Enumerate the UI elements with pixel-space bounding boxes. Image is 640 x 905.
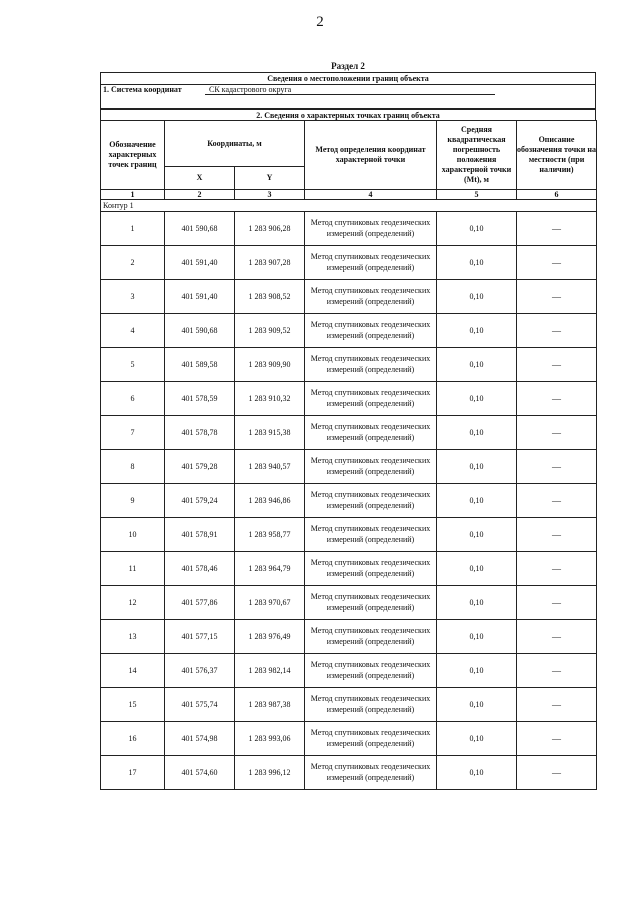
point-description: — (517, 314, 597, 348)
point-x: 401 577,15 (165, 620, 235, 654)
point-error: 0,10 (437, 416, 517, 450)
point-method: Метод спутниковых геодезических измерений (определений) (305, 348, 437, 382)
point-x: 401 591,40 (165, 280, 235, 314)
table-row (101, 620, 597, 654)
table-row (101, 756, 597, 790)
point-number: 17 (101, 756, 165, 790)
point-method: Метод спутниковых геодезических измерений (определений) (305, 314, 437, 348)
table-row (101, 314, 597, 348)
point-number: 9 (101, 484, 165, 518)
point-x: 401 591,40 (165, 246, 235, 280)
point-error: 0,10 (437, 382, 517, 416)
point-y: 1 283 996,12 (235, 756, 305, 790)
point-x: 401 574,60 (165, 756, 235, 790)
col-header-y: Y (235, 167, 305, 190)
col-number: 6 (517, 190, 597, 200)
point-number: 10 (101, 518, 165, 552)
point-description: — (517, 518, 597, 552)
point-description: — (517, 246, 597, 280)
point-method: Метод спутниковых геодезических измерений (определений) (305, 280, 437, 314)
point-error: 0,10 (437, 552, 517, 586)
col-number: 3 (235, 190, 305, 200)
point-x: 401 578,78 (165, 416, 235, 450)
point-method: Метод спутниковых геодезических измерений (определений) (305, 552, 437, 586)
point-error: 0,10 (437, 620, 517, 654)
point-number: 12 (101, 586, 165, 620)
point-error: 0,10 (437, 518, 517, 552)
point-error: 0,10 (437, 688, 517, 722)
point-method: Метод спутниковых геодезических измерений (определений) (305, 416, 437, 450)
table-row (101, 518, 597, 552)
table-row (101, 348, 597, 382)
table-row (101, 654, 597, 688)
point-description: — (517, 484, 597, 518)
point-method: Метод спутниковых геодезических измерений (определений) (305, 212, 437, 246)
location-header: Сведения о местоположении границ объекта (100, 72, 596, 85)
table-row (101, 246, 597, 280)
point-method: Метод спутниковых геодезических измерений (определений) (305, 382, 437, 416)
point-description: — (517, 654, 597, 688)
coordinate-system-value: СК кадастрового округа (209, 85, 292, 94)
point-number: 7 (101, 416, 165, 450)
col-number: 5 (437, 190, 517, 200)
point-y: 1 283 993,06 (235, 722, 305, 756)
point-y: 1 283 976,49 (235, 620, 305, 654)
point-description: — (517, 212, 597, 246)
point-method: Метод спутниковых геодезических измерений (определений) (305, 756, 437, 790)
point-error: 0,10 (437, 756, 517, 790)
col-header-method: Метод определения координат характерной точки (305, 121, 437, 190)
point-x: 401 579,24 (165, 484, 235, 518)
point-method: Метод спутниковых геодезических измерений (определений) (305, 246, 437, 280)
point-description: — (517, 722, 597, 756)
point-y: 1 283 909,52 (235, 314, 305, 348)
point-number: 3 (101, 280, 165, 314)
point-error: 0,10 (437, 212, 517, 246)
point-number: 6 (101, 382, 165, 416)
point-x: 401 575,74 (165, 688, 235, 722)
point-y: 1 283 909,90 (235, 348, 305, 382)
point-error: 0,10 (437, 586, 517, 620)
col-number: 4 (305, 190, 437, 200)
point-method: Метод спутниковых геодезических измерений (определений) (305, 586, 437, 620)
point-error: 0,10 (437, 280, 517, 314)
point-y: 1 283 964,79 (235, 552, 305, 586)
col-header-designation: Обозначение характерных точек границ (101, 121, 165, 190)
page-number: 2 (316, 14, 324, 30)
point-x: 401 577,86 (165, 586, 235, 620)
point-x: 401 579,28 (165, 450, 235, 484)
point-x: 401 578,59 (165, 382, 235, 416)
point-method: Метод спутниковых геодезических измерений (определений) (305, 722, 437, 756)
point-description: — (517, 586, 597, 620)
point-description: — (517, 450, 597, 484)
points-table (100, 120, 597, 790)
point-error: 0,10 (437, 484, 517, 518)
point-description: — (517, 416, 597, 450)
point-x: 401 590,68 (165, 314, 235, 348)
point-y: 1 283 940,57 (235, 450, 305, 484)
point-method: Метод спутниковых геодезических измерений (определений) (305, 620, 437, 654)
point-y: 1 283 907,28 (235, 246, 305, 280)
table-row (101, 450, 597, 484)
point-number: 4 (101, 314, 165, 348)
point-y: 1 283 982,14 (235, 654, 305, 688)
point-description: — (517, 348, 597, 382)
col-header-coords: Координаты, м (165, 121, 305, 167)
section-title: Раздел 2 (331, 61, 365, 71)
point-number: 2 (101, 246, 165, 280)
table-row (101, 280, 597, 314)
point-number: 5 (101, 348, 165, 382)
point-error: 0,10 (437, 654, 517, 688)
point-y: 1 283 915,38 (235, 416, 305, 450)
point-x: 401 576,37 (165, 654, 235, 688)
point-number: 11 (101, 552, 165, 586)
point-error: 0,10 (437, 450, 517, 484)
point-description: — (517, 756, 597, 790)
point-x: 401 590,68 (165, 212, 235, 246)
point-x: 401 578,46 (165, 552, 235, 586)
point-method: Метод спутниковых геодезических измерений (определений) (305, 518, 437, 552)
col-header-x: X (165, 167, 235, 190)
point-y: 1 283 987,38 (235, 688, 305, 722)
point-x: 401 578,91 (165, 518, 235, 552)
point-y: 1 283 906,28 (235, 212, 305, 246)
point-y: 1 283 946,86 (235, 484, 305, 518)
col-number: 1 (101, 190, 165, 200)
spacer-row (100, 95, 596, 109)
col-header-error: Средняя квадратическая погрешность положения характерной точки (Mt), м (437, 121, 517, 190)
point-error: 0,10 (437, 722, 517, 756)
coordinate-system-label: 1. Система координат (103, 85, 182, 94)
point-description: — (517, 382, 597, 416)
point-error: 0,10 (437, 246, 517, 280)
point-number: 15 (101, 688, 165, 722)
coordinate-system-row (100, 85, 596, 95)
point-error: 0,10 (437, 314, 517, 348)
point-description: — (517, 280, 597, 314)
points-subheader: 2. Сведения о характерных точках границ объекта (100, 109, 596, 121)
point-method: Метод спутниковых геодезических измерений (определений) (305, 450, 437, 484)
table-row (101, 212, 597, 246)
point-y: 1 283 908,52 (235, 280, 305, 314)
col-number: 2 (165, 190, 235, 200)
table-row (101, 382, 597, 416)
point-x: 401 589,58 (165, 348, 235, 382)
point-number: 13 (101, 620, 165, 654)
contour-label: Контур 1 (101, 200, 597, 212)
point-number: 1 (101, 212, 165, 246)
point-description: — (517, 552, 597, 586)
point-number: 14 (101, 654, 165, 688)
point-description: — (517, 620, 597, 654)
point-error: 0,10 (437, 348, 517, 382)
table-row (101, 484, 597, 518)
point-number: 16 (101, 722, 165, 756)
table-row (101, 586, 597, 620)
table-row (101, 688, 597, 722)
table-row (101, 552, 597, 586)
point-number: 8 (101, 450, 165, 484)
point-y: 1 283 958,77 (235, 518, 305, 552)
point-description: — (517, 688, 597, 722)
table-row (101, 416, 597, 450)
point-y: 1 283 910,32 (235, 382, 305, 416)
point-method: Метод спутниковых геодезических измерений (определений) (305, 654, 437, 688)
col-header-description: Описание обозначения точки на местности (при наличии) (517, 121, 597, 190)
point-method: Метод спутниковых геодезических измерений (определений) (305, 688, 437, 722)
table-row (101, 722, 597, 756)
point-y: 1 283 970,67 (235, 586, 305, 620)
point-method: Метод спутниковых геодезических измерений (определений) (305, 484, 437, 518)
point-x: 401 574,98 (165, 722, 235, 756)
